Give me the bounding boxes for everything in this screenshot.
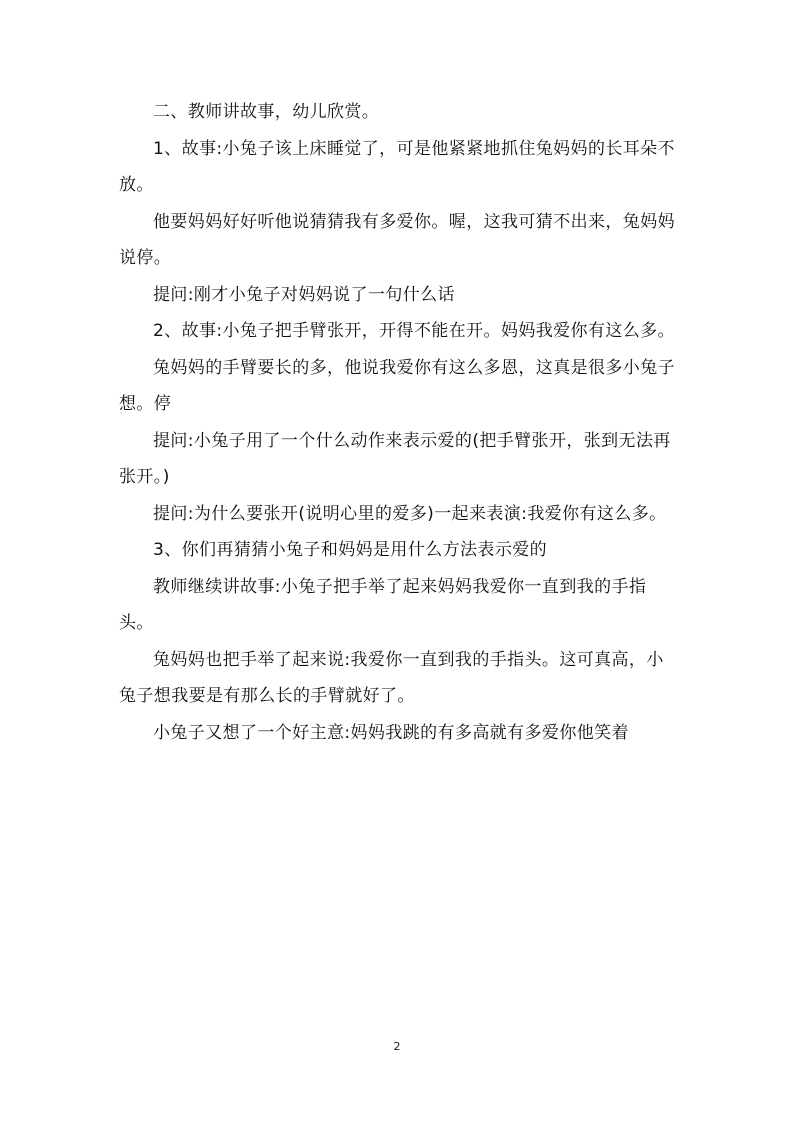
page-number: 2	[393, 1040, 401, 1053]
paragraph-question-2: 提问:小兔子用了一个什么动作来表示爱的(把手臂张开，张到无法再张开。)	[119, 430, 671, 487]
paragraph-story-2: 2、故事:小兔子把手臂张开，开得不能在开。妈妈我爱你有这么多。	[153, 321, 675, 341]
document-body	[119, 94, 675, 751]
paragraph-step-3: 3、你们再猜猜小兔子和妈妈是用什么方法表示爱的	[153, 540, 548, 560]
paragraph-story-1: 1、故事:小兔子该上床睡觉了，可是他紧紧地抓住兔妈妈的长耳朵不放。	[119, 138, 675, 195]
paragraph-section-heading: 二、教师讲故事，幼儿欣赏。	[153, 102, 380, 122]
paragraph-story-2-cont: 兔妈妈的手臂要长的多，他说我爱你有这么多恩，这真是很多小兔子想。停	[119, 357, 675, 414]
paragraph-story-1-cont: 他要妈妈好好听他说猜猜我有多爱你。喔，这我可猜不出来，兔妈妈说停。	[119, 211, 675, 268]
paragraph-question-1: 提问:刚才小兔子对妈妈说了一句什么话	[153, 284, 455, 305]
paragraph-teacher-story: 教师继续讲故事:小兔子把手举了起来妈妈我爱你一直到我的手指头。	[119, 576, 647, 633]
paragraph-idea: 小兔子又想了一个好主意:妈妈我跳的有多高就有多爱你他笑着	[153, 722, 629, 743]
paragraph-mother-rabbit: 兔妈妈也把手举了起来说:我爱你一直到我的手指头。这可真高，小兔子想我要是有那么长的手臂就好了。	[119, 649, 664, 706]
paragraph-question-3: 提问:为什么要张开(说明心里的爱多)一起来表演:我爱你有这么多。	[153, 503, 667, 524]
